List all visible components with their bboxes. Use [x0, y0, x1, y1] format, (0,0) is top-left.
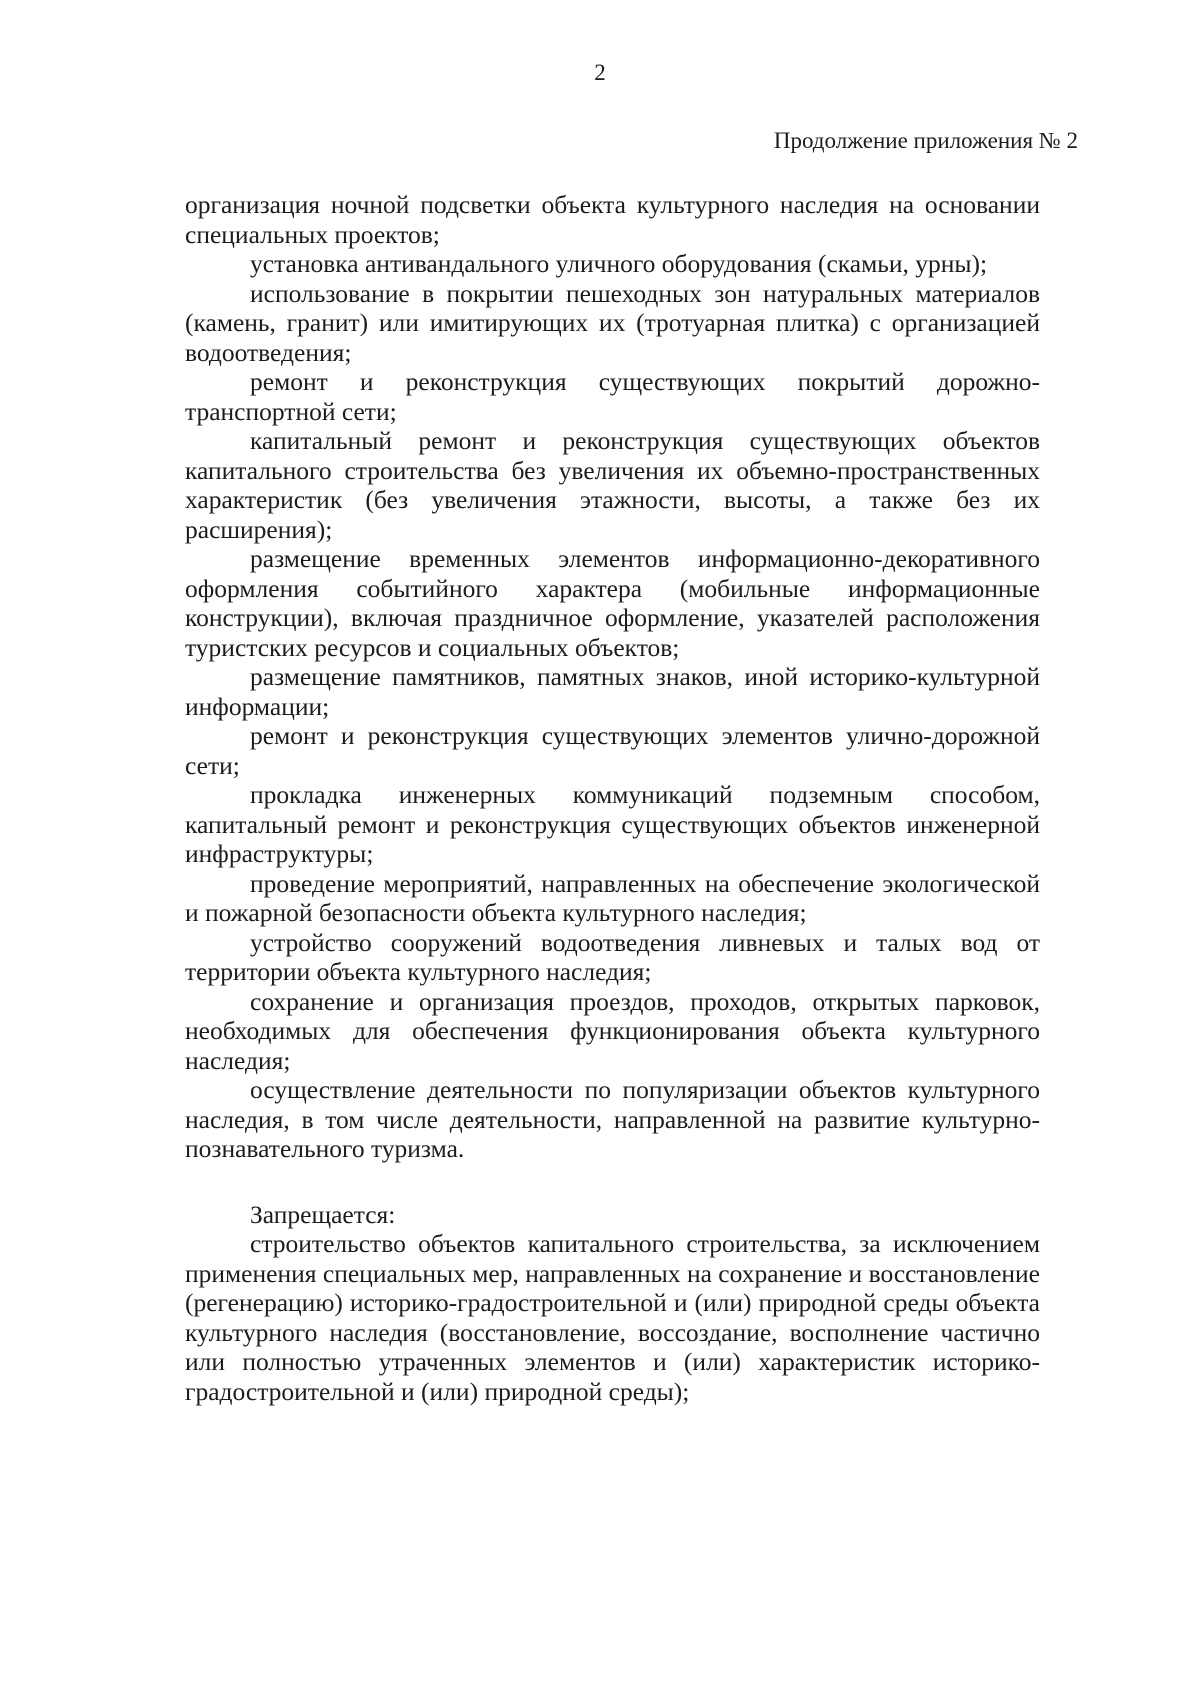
paragraph-utility-lines: прокладка инженерных коммуникаций подземным способом, капитальный ремонт и реконструкция существующих объектов инженерной инфраструктуры; [185, 780, 1040, 868]
paragraph-pedestrian-paving: использование в покрытии пешеходных зон натуральных материалов (камень, гранит) или имитирующих их (тротуарная плитка) с организацией водоотведения; [185, 278, 1040, 367]
paragraph-road-surface-repair: ремонт и реконструкция существующих покрытий дорожно-транспортной сети; [185, 367, 1040, 426]
paragraph-drainage: устройство сооружений водоотведения ливневых и талых вод от территории объекта культурного наследия; [185, 927, 1040, 986]
paragraph-safety-measures: проведение мероприятий, направленных на обеспечение экологической и пожарной безопасности объекта культурного наследия; [185, 868, 1040, 927]
paragraph-night-lighting: организация ночной подсветки объекта культурного наследия на основании специальных проектов; [185, 190, 1040, 249]
paragraph-monuments: размещение памятников, памятных знаков, иной историко-культурной информации; [185, 662, 1040, 721]
paragraph-street-furniture: установка антивандального уличного оборудования (скамьи, урны); [250, 249, 988, 278]
paragraph-temporary-decor: размещение временных элементов информационно-декоративного оформления событийного характера (мобильные информационные конструкции), включая праздничное оформление, указателей расположения туристских ресурсов и социальных объектов; [185, 544, 1040, 662]
appendix-continuation-note: Продолжение приложения № 2 [773, 128, 1078, 153]
paragraph-popularization: осуществление деятельности по популяризации объектов культурного наследия, в том числе деятельности, направленной на развитие культурно-познавательного туризма. [185, 1075, 1040, 1163]
page-number: 2 [594, 60, 606, 85]
paragraph-driveways-parking: сохранение и организация проездов, проходов, открытых парковок, необходимых для обеспечения функционирования объекта культурного наследия; [185, 986, 1040, 1075]
paragraph-capital-repair: капитальный ремонт и реконструкция существующих объектов капитального строительства без увеличения их объемно-пространственных характеристик (без увеличения этажности, высоты, а также без их расширения); [185, 426, 1040, 544]
paragraph-street-network-repair: ремонт и реконструкция существующих элементов улично-дорожной сети; [185, 721, 1040, 780]
prohibited-heading: Запрещается: [250, 1199, 396, 1229]
paragraph-construction-prohibited: строительство объектов капитального строительства, за исключением применения специальных мер, направленных на сохранение и восстановление (регенерацию) историко-градостроительной и (или) природной среды объекта культурного наследия (восстановление, воссоздание, восполнение частично или полностью утраченных элементов и (или) характеристик историко-градостроительной и (или) природной среды); [185, 1229, 1040, 1406]
document-body [185, 190, 1040, 1406]
